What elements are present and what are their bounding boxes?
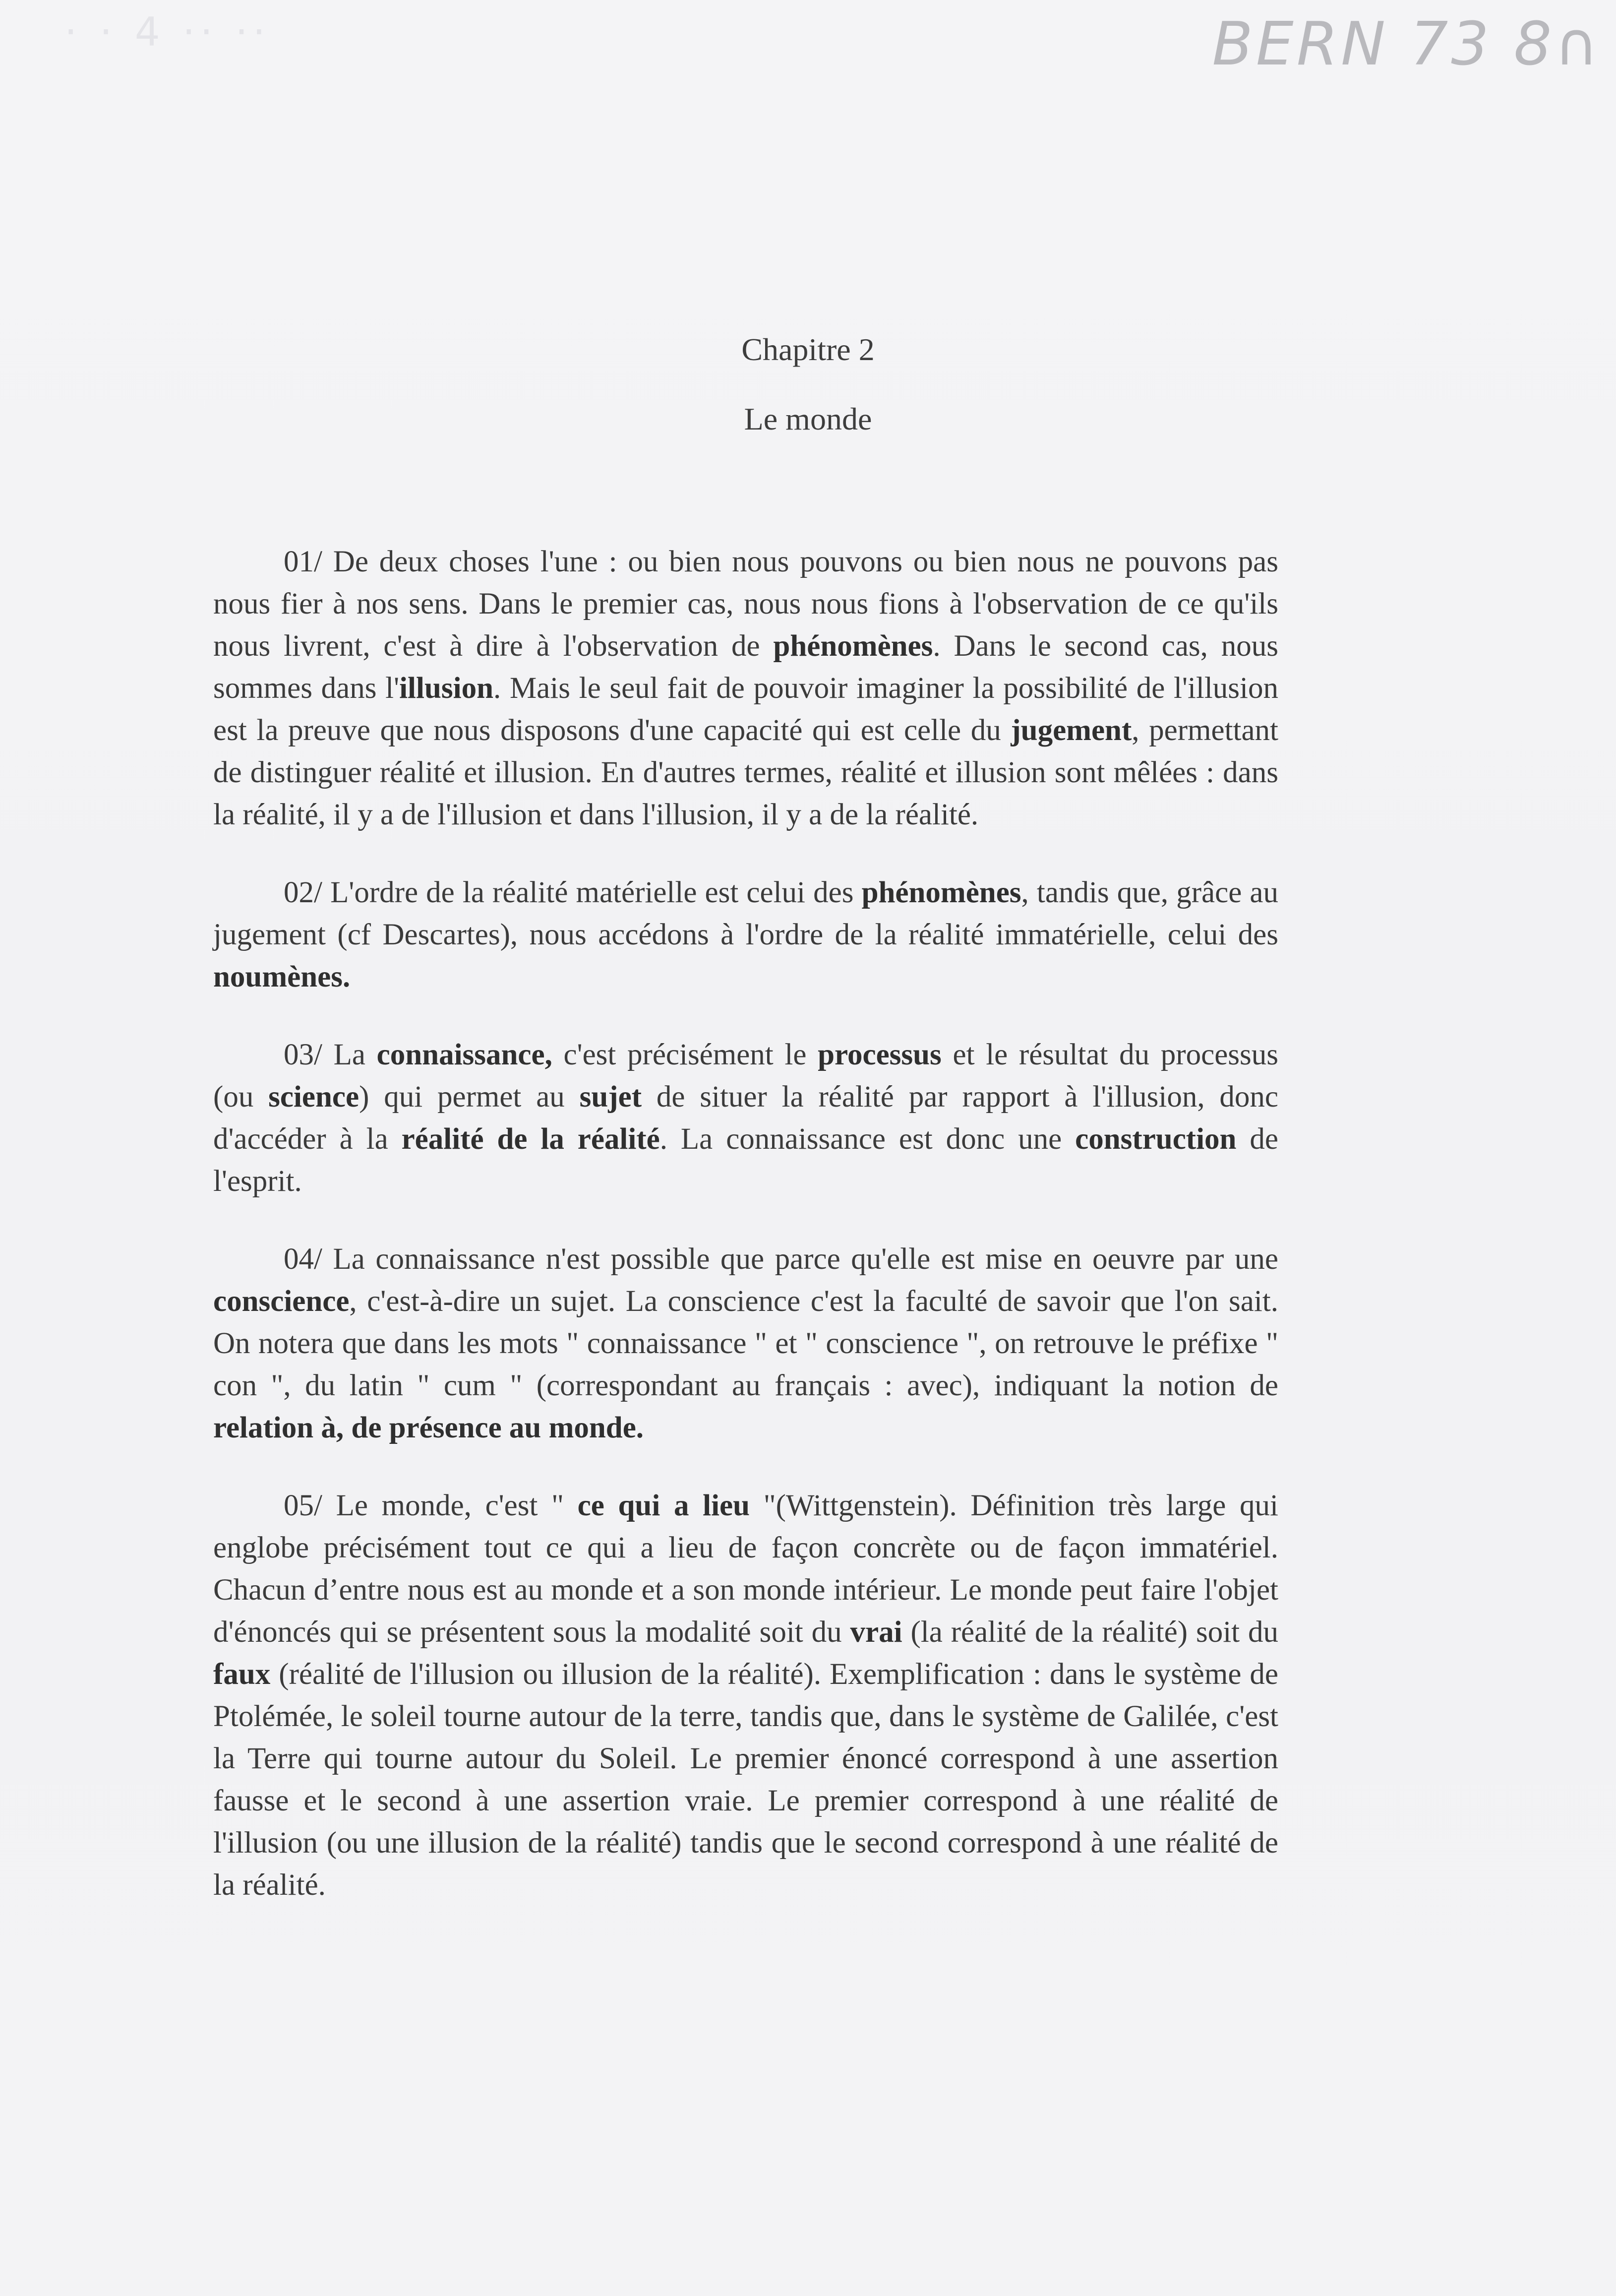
chapter-body — [213, 541, 1278, 1942]
bold-term: construction — [1075, 1122, 1237, 1156]
bold-term: illusion — [399, 672, 493, 705]
text-run: (réalité de l'illusion ou illusion de la réalité). Exemplification : dans le système de Ptolémée, le soleil tourne autour de la terre, tandis que, dans le système de Galilée, c'est la Terre qui tourne autour du Soleil. Le premier énoncé correspond à une assertion fausse et le second à une assertion vraie. Le premier correspond à une réalité de l'illusion (ou une illusion de la réalité) tandis que le second correspond à une réalité de la réalité. — [213, 1658, 1278, 1902]
text-run: , permettant de distinguer réalité et illusion. En d'autres termes, réalité et illusion sont mêlées : dans la réalité, il y a de l'illusion et dans l'illusion, il y a de la réalité. — [213, 714, 1278, 831]
text-run: 04/ La connaissance n'est possible que parce qu'elle est mise en oeuvre par une — [284, 1242, 1278, 1276]
chapter-label: Chapitre 2 — [741, 332, 875, 367]
bold-term: faux — [213, 1658, 271, 1691]
text-run: (la réalité de la réalité) soit du — [902, 1615, 1278, 1649]
bold-term: phénomènes — [773, 629, 933, 663]
text-run: 02/ L'ordre de la réalité matérielle est celui des — [284, 876, 862, 909]
bold-term: sujet — [579, 1080, 642, 1114]
text-run: , c'est-à-dire un sujet. La conscience c'est la faculté de savoir que l'on sait. On notera que dans les mots " connaissance " et " conscience ", on retrouve le préfixe " con ", du latin " cum " (correspondant au français : avec), indiquant la notion de — [213, 1285, 1278, 1402]
text-run: . Dans le second cas, nous sommes dans l' — [213, 629, 1278, 705]
bold-term: connaissance, — [376, 1038, 552, 1071]
bold-term: noumènes. — [213, 960, 351, 993]
bold-term: conscience — [213, 1285, 350, 1318]
bold-term: réalité de la réalité — [401, 1122, 660, 1156]
text-run: et le résultat du processus (ou — [213, 1038, 1278, 1114]
text-run: 03/ La — [284, 1038, 377, 1071]
bold-term: vrai — [850, 1615, 902, 1649]
paragraph-01 — [213, 541, 1278, 836]
paragraph-05 — [213, 1485, 1278, 1906]
paragraph-04 — [213, 1238, 1278, 1449]
bold-term: jugement — [1011, 714, 1132, 747]
chapter-title: Le monde — [744, 401, 872, 436]
text-run: ) qui permet au — [359, 1080, 580, 1114]
paragraph-02 — [213, 871, 1278, 998]
text-run: "(Wittgenstein). Définition très large qui englobe précisément tout ce qui a lieu de façon concrète ou de façon immatériel. Chacun d’entre nous est au monde et a son monde intérieur. Le monde peut faire l'objet d'énoncés qui se présentent sous la modalité soit du — [213, 1489, 1278, 1649]
bold-term: phénomènes — [861, 876, 1021, 909]
faint-stamp: · · 4 ·· ·· — [64, 9, 271, 55]
archive-code-handwritten: BERN 73 8∩ — [1212, 10, 1601, 79]
bold-term: science — [268, 1080, 359, 1114]
bold-term: relation à, de présence au monde. — [213, 1411, 644, 1444]
text-run: , tandis que, grâce au jugement (cf Descartes), nous accédons à l'ordre de la réalité immatérielle, celui des — [213, 876, 1278, 951]
text-run: 05/ Le monde, c'est " — [284, 1489, 578, 1522]
paragraph-03 — [213, 1034, 1278, 1202]
text-run: . La connaissance est donc une — [659, 1122, 1076, 1156]
text-run: . Mais le seul fait de pouvoir imaginer la possibilité de l'illusion est la preuve que nous disposons d'une capacité qui est celle du — [213, 672, 1278, 747]
text-run: 01/ De deux choses l'une : ou bien nous pouvons ou bien nous ne pouvons pas nous fier à nos sens. Dans le premier cas, nous nous fions à l'observation de ce qu'ils nous livrent, c'est à dire à l'observation de — [213, 545, 1278, 663]
bold-term: processus — [818, 1038, 942, 1071]
bold-term: ce qui a lieu — [577, 1489, 750, 1522]
text-run: c'est précisément le — [552, 1038, 818, 1071]
text-run: de l'esprit. — [213, 1122, 1278, 1198]
text-run: de situer la réalité par rapport à l'illusion, donc d'accéder à la — [213, 1080, 1278, 1156]
